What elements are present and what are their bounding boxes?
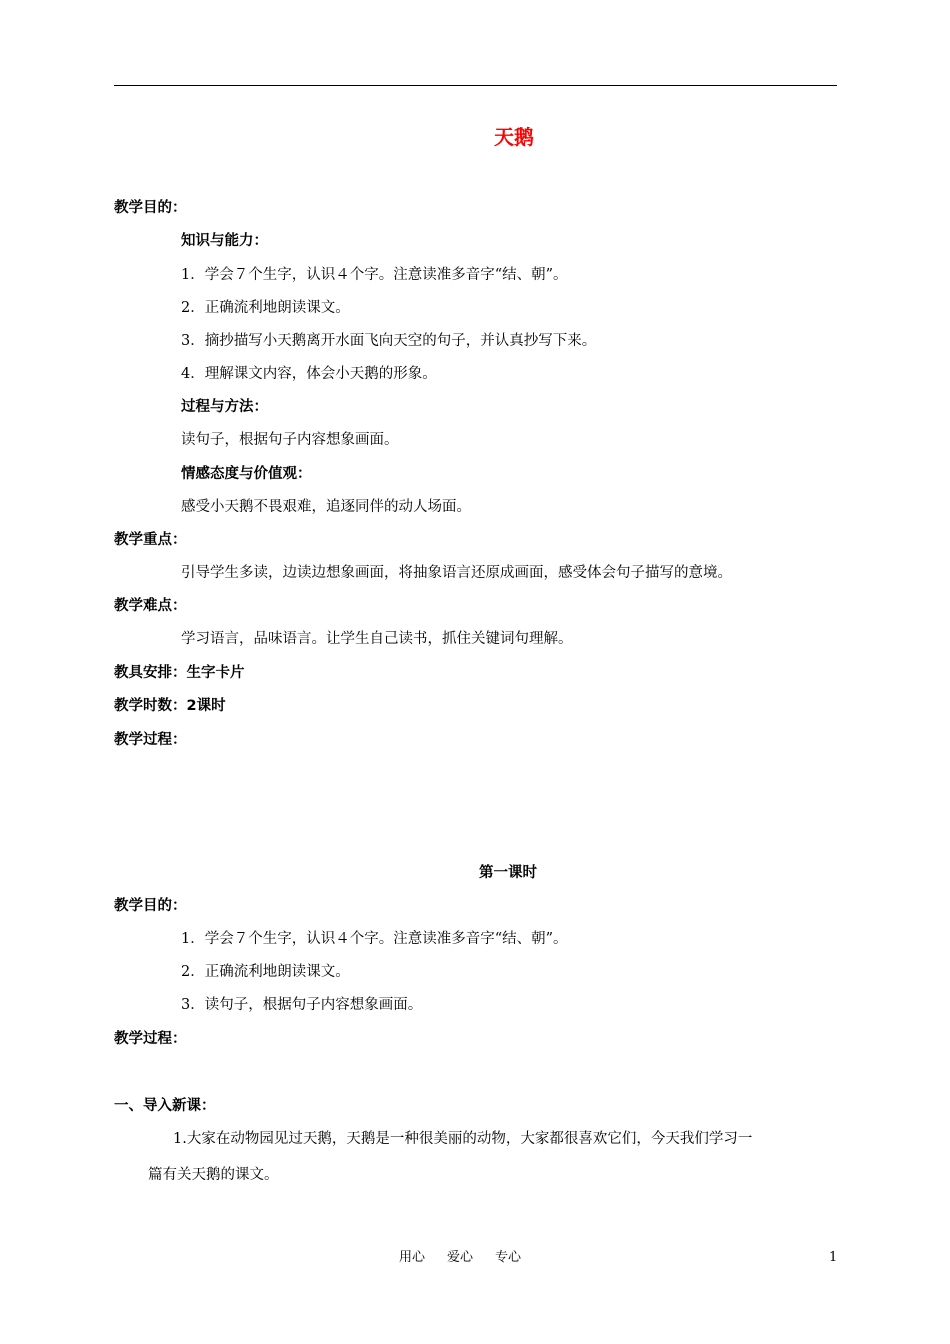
difficulties-heading: 教学难点：	[114, 598, 187, 614]
lesson1-process-heading: 教学过程：	[114, 1031, 187, 1047]
header-rule	[114, 85, 837, 86]
document-title: 天鹅	[494, 125, 534, 149]
lesson1-objective-item: 2．正确流利地朗读课文。	[181, 964, 350, 980]
process-method-heading: 过程与方法：	[181, 399, 268, 415]
lesson1-objective-item: 1．学会７个生字，认识４个字。注意读准多音字“结、朝”。	[181, 931, 568, 947]
knowledge-item: 1．学会７个生字，认识４个字。注意读准多音字“结、朝”。	[181, 267, 568, 283]
section-intro-line: 1.大家在动物园见过天鹅，天鹅是一种很美丽的动物，大家都很喜欢它们，今天我们学习一	[173, 1131, 753, 1147]
key-points-text: 引导学生多读，边读边想象画面，将抽象语言还原成画面，感受体会句子描写的意境。	[181, 565, 732, 581]
emotion-heading: 情感态度与价值观：	[181, 466, 312, 482]
lesson1-heading: 第一课时	[479, 865, 537, 881]
objectives-heading: 教学目的：	[114, 200, 187, 216]
footer-motto-item: 专心	[495, 1250, 522, 1265]
page-number: 1	[829, 1250, 838, 1265]
tools-line: 教具安排：生字卡片	[114, 665, 245, 681]
footer-motto-item: 用心	[399, 1250, 426, 1265]
knowledge-item: 4．理解课文内容，体会小天鹅的形象。	[181, 366, 437, 382]
knowledge-item: 3．摘抄描写小天鹅离开水面飞向天空的句子，并认真抄写下来。	[181, 333, 597, 349]
key-points-heading: 教学重点：	[114, 532, 187, 548]
lesson1-objectives-heading: 教学目的：	[114, 898, 187, 914]
lesson1-objective-item: 3．读句子，根据句子内容想象画面。	[181, 997, 423, 1013]
difficulties-text: 学习语言，品味语言。让学生自己读书，抓住关键词句理解。	[181, 631, 573, 647]
knowledge-item: 2．正确流利地朗读课文。	[181, 300, 350, 316]
hours-line: 教学时数：2课时	[114, 698, 226, 714]
emotion-text: 感受小天鹅不畏艰难，追逐同伴的动人场面。	[181, 499, 471, 515]
section-intro-line: 篇有关天鹅的课文。	[148, 1167, 279, 1183]
process-heading: 教学过程：	[114, 732, 187, 748]
process-method-text: 读句子，根据句子内容想象画面。	[181, 432, 399, 448]
knowledge-heading: 知识与能力：	[181, 233, 268, 249]
section-intro-heading: 一、导入新课：	[114, 1098, 216, 1114]
footer-motto-item: 爱心	[447, 1250, 474, 1265]
